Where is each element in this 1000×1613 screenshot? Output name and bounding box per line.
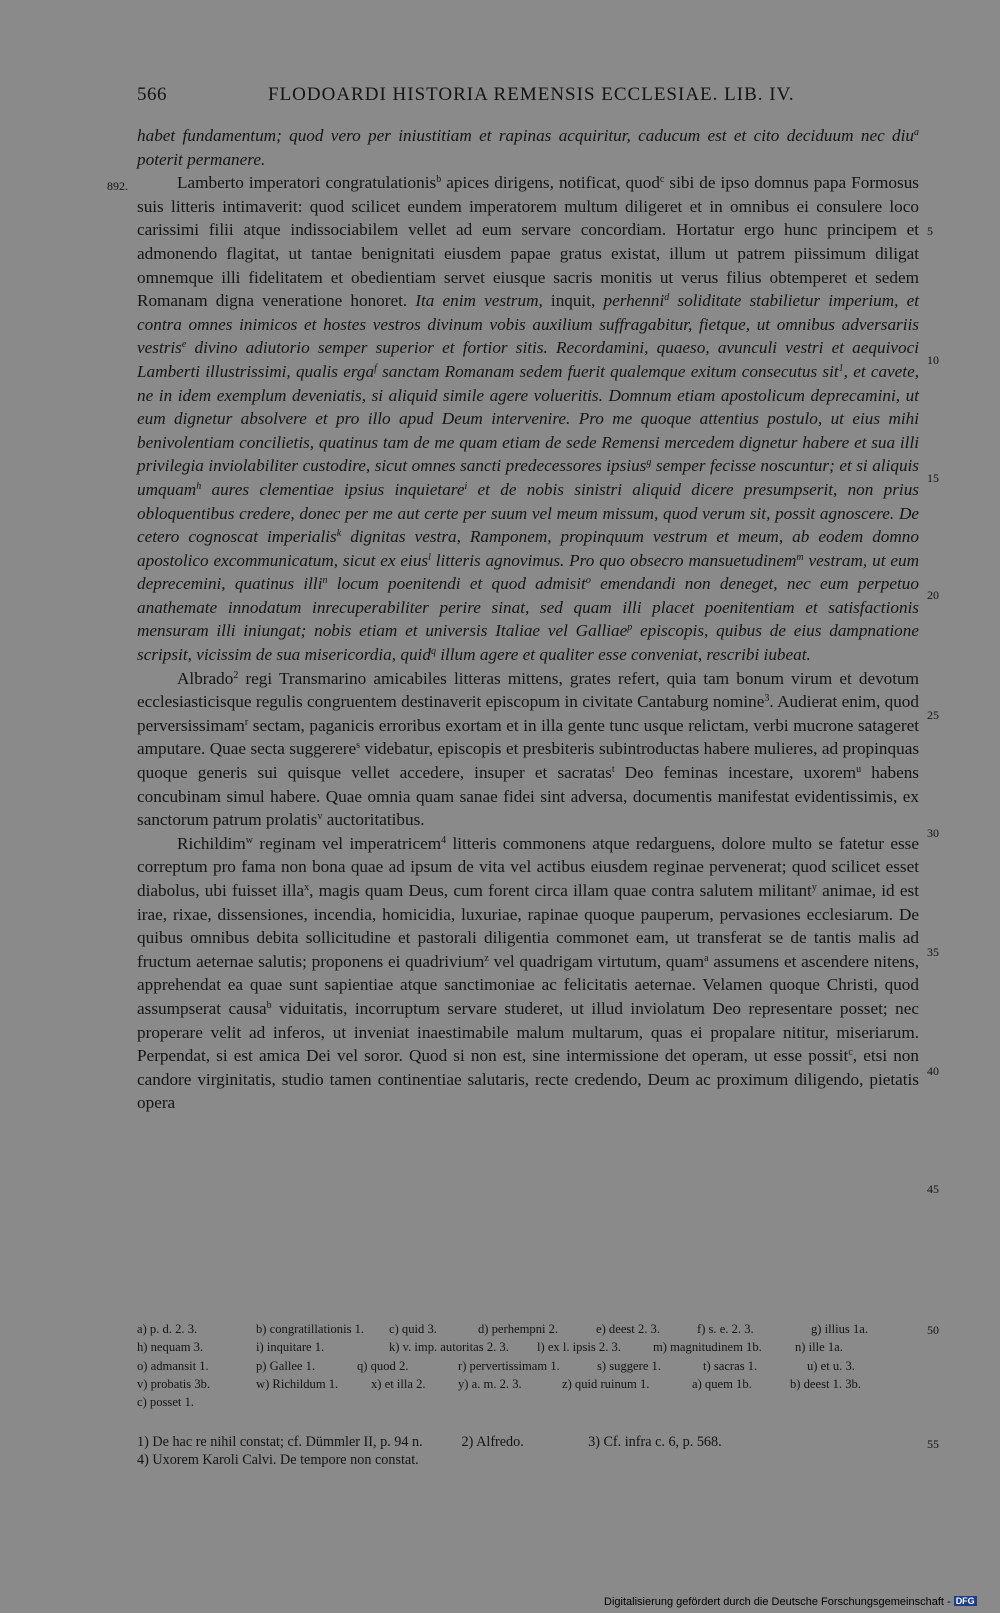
apparatus-entry: y) a. m. 2. 3. — [458, 1376, 522, 1391]
line-number: 35 — [927, 945, 939, 959]
apparatus-entry: b) congratillationis 1. — [256, 1322, 365, 1336]
line-number: 25 — [927, 708, 939, 722]
apparatus-entry: c) quid 3. — [389, 1322, 437, 1336]
apparatus-entry: z) quid ruinum 1. — [562, 1376, 650, 1391]
apparatus-entry: a) p. d. 2. 3. — [137, 1322, 198, 1336]
apparatus-entry: r) pervertissimam 1. — [458, 1358, 560, 1373]
apparatus-entry: x) et illa 2. — [371, 1376, 426, 1391]
apparatus-entry: i) inquitare 1. — [256, 1340, 325, 1355]
paragraph: Richildim$^w$ reginam vel imperatricem$^4$ litteris commonens atque redarguens, dolore multo se fatetur esse correptum pro fama non bona quae ad ipsum de vita vel actibus eiusdem reginae pervenerat; quod scilicet esset diabolus, ubi fuisset illa$^x$, magis quam Deus, cum forent circa illam quae contra salutem militant$^y$ animae, id est irae, rixae, dissensiones, incendia, homicidia, luxuriae, rapinae quoque pauperum, pervasiones ecclesiarum. De quibus omnibus debita sollicitudine et pastorali diligentia commonet eam, ut transferat se de tantis malis ad fructum aeternae salutis; proponens ei quadrivium$^z$ vel quadrigam virtutum, quam$^a$ assumens et ascendere nitens, apprehendat ea quae sunt sapientiae atque sanctimoniae ac felicitatis aeternae. Velamen quoque Christi, quod assumpserat causa$^b$ viduitatis, incorruptum servare studeret, ut illud inviolatum Deo representare posset; nec properare velit ad inferos, ut inveniat inaestimabile malum multarum, quas ei propalare nititur, miseriarum. Perpendat, si est amica Dei vel soror. Quod si non est, sine intermissione det operam, ut esse possit$^c$, etsi non candore virginitatis, studio tamen continentiae salutaris, recte credendo, Deum ac proximum diligendo, pietatis opera — [137, 833, 919, 1113]
line-number: 40 — [927, 1064, 939, 1078]
line-number: 5 — [927, 224, 933, 238]
apparatus-entry: a) quem 1b. — [692, 1376, 752, 1391]
apparatus-entry: k) v. imp. autoritas 2. 3. — [389, 1340, 509, 1355]
apparatus-entry: f) s. e. 2. 3. — [697, 1322, 754, 1336]
apparatus-entry: s) suggere 1. — [597, 1358, 662, 1373]
apparatus-entry: g) illius 1a. — [811, 1322, 869, 1336]
apparatus-entry: c) posset 1. — [137, 1395, 195, 1410]
apparatus-row — [137, 1393, 919, 1411]
line-number: 45 — [927, 1182, 939, 1196]
apparatus-entry: h) nequam 3. — [137, 1340, 204, 1355]
line-number: 20 — [927, 588, 939, 602]
apparatus-row — [137, 1338, 919, 1356]
funding-footer — [604, 1596, 977, 1608]
line-number: 30 — [927, 826, 939, 840]
apparatus-entry: m) magnitudinem 1b. — [653, 1340, 762, 1355]
apparatus-row — [137, 1375, 919, 1393]
apparatus-row — [137, 1320, 919, 1338]
dfg-logo: DFG — [955, 1596, 975, 1606]
paragraph: Albrado$^2$ regi Transmarino amicabiles litteras mittens, grates refert, quia tam bonum virum et devotum ecclesiasticisque regulis congruentem destinaverit episcopum in civitate Cantaburg nomine$^3$. Audierat enim, quod perversissimam$^r$ sectam, paganicis erroribus exortam et in illa gente tunc usque relictam, verbi mucrone satageret amputare. Quae secta suggerere$^s$ videbatur, episcopis et presbiteris subintroductas habere mulieres, ad propinquas quoque generis sui quisque vellet accedere, insuper et sacratas$^t$ Deo feminas incestare, uxorem$^u$ habens concubinam simul habere. Quae omnia quam sanae fidei sint adversa, documentis manifestat evidentissimis, ex sanctorum patrum prolatis$^v$ auctoritatibus. — [137, 668, 920, 830]
apparatus-entry: e) deest 2. 3. — [596, 1322, 660, 1336]
paragraph: habet fundamentum; quod vero per iniustitiam et rapinas acquiritur, caducum est et cito deciduum nec diu$^a$ poterit permanere. — [137, 126, 919, 169]
apparatus-entry: q) quod 2. — [357, 1358, 409, 1373]
apparatus-entry: d) perhempni 2. — [478, 1322, 559, 1336]
apparatus-entry: b) deest 1. 3b. — [790, 1376, 861, 1391]
main-text — [137, 124, 919, 1115]
line-number: 50 — [927, 1323, 939, 1337]
apparatus-entry: o) admansit 1. — [137, 1358, 209, 1373]
footnote: 3) Cf. infra c. 6, p. 568. — [588, 1434, 722, 1450]
footnote-row — [137, 1433, 919, 1451]
apparatus-entry: w) Richildum 1. — [256, 1376, 339, 1391]
footnote: 4) Uxorem Karoli Calvi. De tempore non constat. — [137, 1452, 419, 1468]
line-number: 15 — [927, 471, 939, 485]
apparatus-entry: u) et u. 3. — [807, 1358, 855, 1373]
apparatus-row — [137, 1357, 919, 1375]
footnotes — [137, 1433, 919, 1469]
line-number: 10 — [927, 353, 939, 367]
apparatus-entry: t) sacras 1. — [703, 1358, 758, 1373]
apparatus-entry: p) Gallee 1. — [256, 1358, 316, 1373]
line-number: 55 — [927, 1437, 939, 1451]
page-number: 566 — [137, 84, 167, 105]
critical-apparatus — [137, 1320, 919, 1411]
paragraph: Lamberto imperatori congratulationis$^b$ apices dirigens, notificat, quod$^c$ sibi de ipso domnus papa Formosus suis litteris intimaverit: quod scilicet eundem imperatorem multum diligeret et in omnibus ei consulere loco carissimi filii atque indissociabilem vellet ad eum servare concordiam. Hortatur ergo hunc principem et admonendo flagitat, ut tantae benignitati eiusdem papae gratus existat, illum ut patrem piissimum diligat omnemque illi fidelitatem et obedientiam servet eiusque sacris monitis ut verus filius obtemperet et sedem Romanam digna veneratione honoret. Ita enim vestrum, inquit, perhenni$^d$ soliditate stabilietur imperium, et contra omnes inimicos et hostes vestros divinum vobis auxilium suffragabitur, fietque, ut omnibus adversariis vestris$^e$ divino adiutorio semper superior et fortior sitis. Recordamini, quaeso, avunculi vestri et aequivoci Lamberti illustrissimi, qualis erga$^f$ sanctam Romanam sedem fuerit qualemque exitum consecutus sit$^1$, et cavete, ne in idem exemplum deveniatis, si aliquid simile agere volueritis. Domnum etiam apostolicum deprecamini, ut eum dignetur absolvere et pro illo apud Deum intervenire. Pro me quoque attentius postulo, ut eius mihi benivolentiam concilietis, quatinus tam de me quam etiam de sede Remensi mercedem dignetur habere et sua illi privilegia inviolabiliter custodire, sicut omnes sancti predecessores ipsius$^g$ semper fecisse noscuntur; et si aliquis umquam$^h$ aures clementiae ipsius inquietare$^i$ et de nobis sinistri aliquid dicere presumpserit, non prius obloquentibus credere, donec per me aut certe per suum vel meum missum, quod verum sit, possit agnoscere. De cetero cognoscat imperialis$^k$ dignitas vestra, Ramponem, propinquum vestrum et meum, ab eodem domno apostolico excommunicatum, sicut ex eius$^l$ litteris agnovimus. Pro quo obsecro mansuetudinem$^m$ vestram, ut eum deprecemini, quatinus illi$^n$ locum poenitendi et quod admisit$^o$ emendandi non deneget, nec eum perpetuo anathemate innodatum inrecuperabiliter perire sinat, sed quam illi placet poenitentiam et satisfactionis mensuram illi iniungat; nobis etiam et universis Italiae vel Galliae$^p$ episcopis, quibus de eius dampnatione scripsit, vicissim de sua misericordia, quid$^q$ illum agere et qualiter esse conveniat, rescribi iubeat. — [137, 173, 920, 665]
apparatus-entry: v) probatis 3b. — [137, 1376, 211, 1391]
running-title: FLODOARDI HISTORIA REMENSIS ECCLESIAE. LIB. IV. — [268, 84, 795, 105]
footnote: 1) De hac re nihil constat; cf. Dümmler II, p. 94 n. — [137, 1434, 423, 1450]
footnote: 2) Alfredo. — [461, 1434, 524, 1450]
footnote-row — [137, 1451, 919, 1469]
apparatus-entry: l) ex l. ipsis 2. 3. — [537, 1340, 621, 1355]
margin-year: 892. — [107, 179, 128, 193]
funding-text: Digitalisierung gefördert durch die Deutsche Forschungsgemeinschaft - — [604, 1596, 951, 1608]
apparatus-entry: n) ille 1a. — [795, 1340, 843, 1355]
